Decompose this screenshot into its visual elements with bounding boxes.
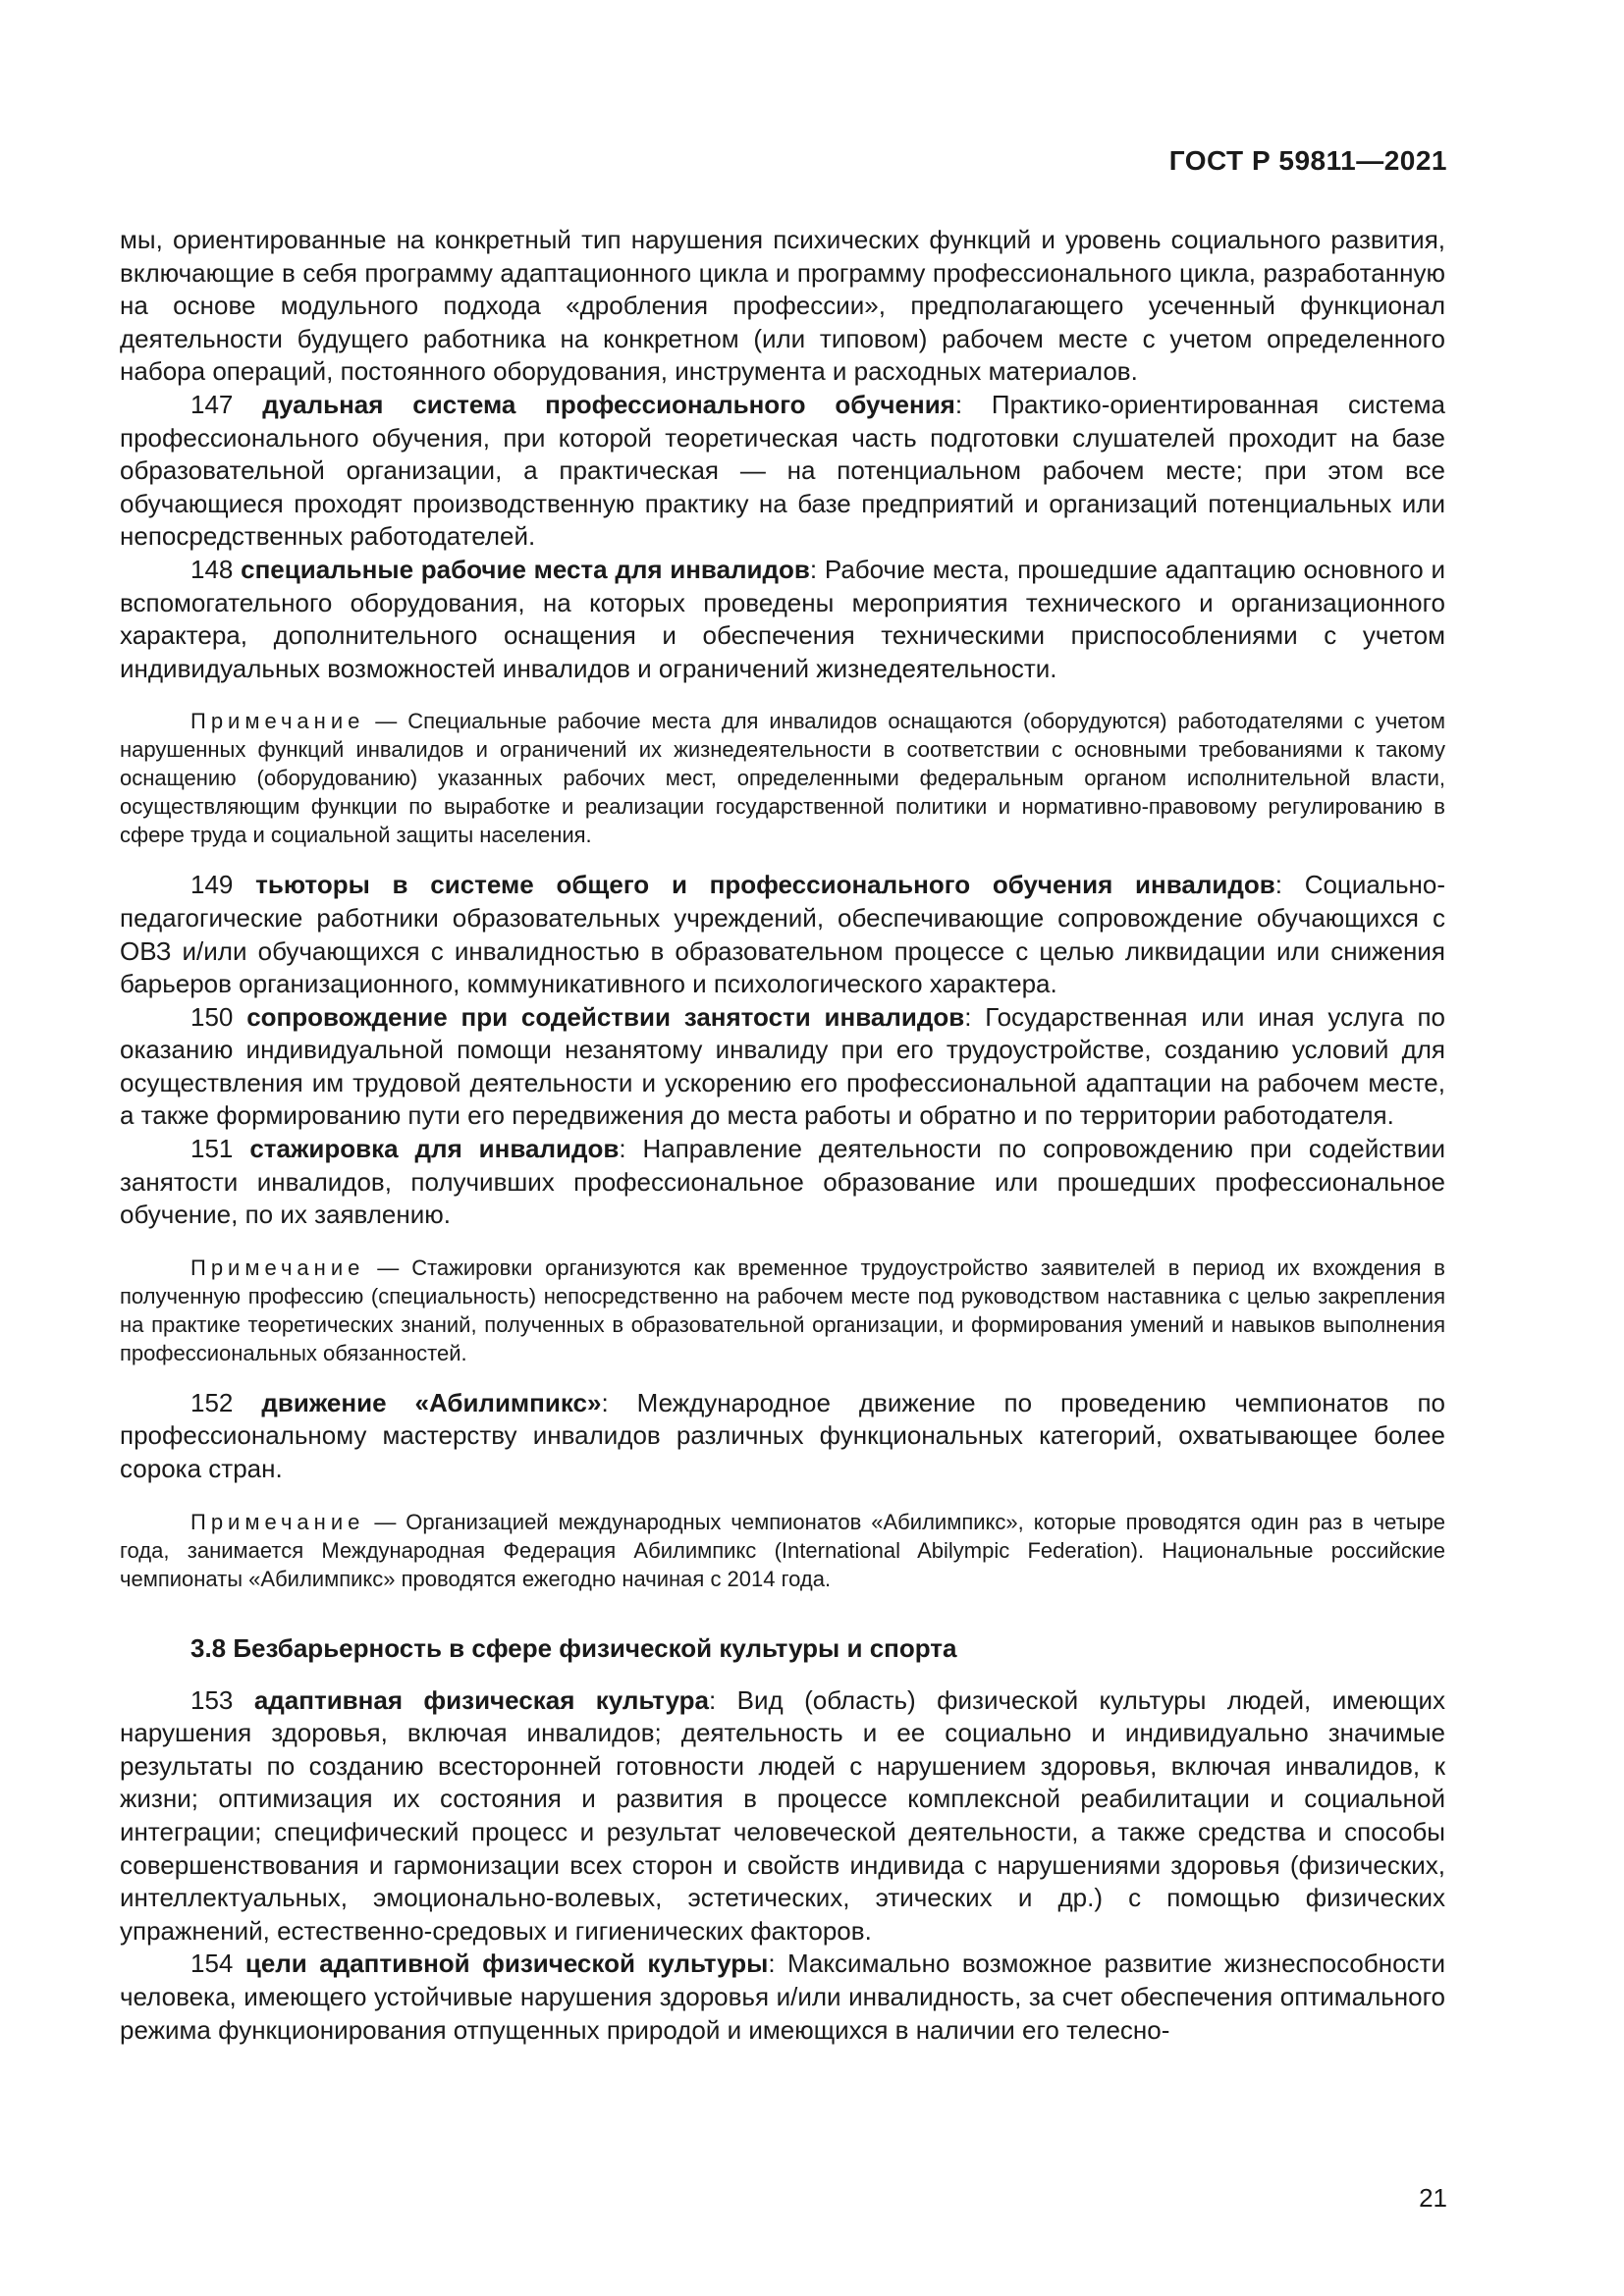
note-151 (120, 1254, 1445, 1367)
term-entry-153 (120, 1684, 1445, 1949)
note-152 (120, 1508, 1445, 1593)
note-label: Примечание (190, 1509, 365, 1534)
term-definition: : Направление деятельности по сопровождению при содействии занятости инвалидов, получивших профессиональное образование или прошедших профессиональное обучение, по их заявлению. (120, 1134, 1445, 1230)
term-entry-152 (120, 1387, 1445, 1486)
note-148 (120, 707, 1445, 849)
term-definition: : Вид (область) физической культуры людей, имеющих нарушения здоровья, включая инвалидов; деятельность и ее социально и индивидуально значимые результаты по созданию всесторонней готовности людей с нарушением здоровья, включая инвалидов, к жизни; оптимизация их состояния и развития в процессе комплексной реабилитации и социальной интеграции; специфический процесс и результат человеческой деятельности, а также средства и способы совершенствования и гармонизации всех сторон и свойств индивида с нарушениями здоровья (физических, интеллектуальных, эмоционально-волевых, эстетических, этических и др.) с помощью физических упражнений, естественно-средовых и гигиенических факторов. (120, 1684, 1445, 1946)
term-number: 153 (190, 1684, 234, 1715)
term-definition: : Социально-педагогические работники образовательных учреждений, обеспечивающие сопровождение обучающихся с ОВЗ и/или обучающихся с инвалидностью в образовательном процессе с целью ликвидации или снижения барьеров организационного, коммуникативного и психологического характера. (120, 870, 1446, 999)
term-definition: : Рабочие места, прошедшие адаптацию основного и вспомогательного оборудования, на которых проведены мероприятия технического и организационного характера, дополнительного оснащения и обеспечения техническими приспособлениями с учетом индивидуальных возможностей инвалидов и ограничений жизнедеятельности. (120, 554, 1445, 683)
term-definition: : Международное движение по проведению чемпионатов по профессиональному мастерству инвалидов различных функциональных категорий, охватывающее более сорока стран. (120, 1387, 1445, 1484)
note-text: — Стажировки организуются как временное трудоустройство заявителей в период их вхождения в полученную профессию (специальность) непосредственно на рабочем месте под руководством наставника с целью закрепления на практике теоретических знаний, полученных в образовательной организации, и формирования умений и навыков выполнения профессиональных обязанностей. (120, 1255, 1445, 1365)
note-text: — Специальные рабочие места для инвалидов оснащаются (оборудуются) работодателями с учетом нарушенных функций инвалидов и ограничений их жизнедеятельности в соответствии с основными требованиями к такому оснащению (оборудованию) указанных рабочих мест, определенными федеральным органом исполнительной власти, осуществляющим функции по выработке и реализации государственной политики и нормативно-правовому регулированию в сфере труда и социальной защиты населения. (120, 709, 1445, 848)
term-title: специальные рабочие места для инвалидов (241, 554, 810, 584)
term-definition: : Государственная или иная услуга по оказанию индивидуальной помощи незанятому инвалиду при его трудоустройстве, созданию условий для осуществления им трудовой деятельности и ускорению его профессиональной адаптации на рабочем месте, а также формированию пути его передвижения до места работы и обратно и по территории работодателя. (120, 1001, 1445, 1131)
term-entry-150 (120, 1001, 1445, 1133)
term-number: 147 (190, 389, 234, 419)
page-number: 21 (1419, 2183, 1447, 2213)
term-number: 148 (190, 554, 234, 584)
term-entry-149 (120, 869, 1445, 1000)
term-number: 151 (190, 1134, 234, 1164)
section-heading: 3.8 Безбарьерность в сфере физической культуры и спорта (190, 1632, 957, 1663)
standard-header: ГОСТ Р 59811—2021 (1168, 145, 1447, 176)
term-entry-154 (120, 1948, 1445, 2047)
term-title: адаптивная физическая культура (253, 1684, 709, 1715)
term-number: 150 (190, 1001, 234, 1032)
term-entry-147 (120, 389, 1445, 554)
term-number: 154 (190, 1949, 234, 1979)
note-label: Примечание (190, 709, 365, 734)
intro-paragraph: мы, ориентированные на конкретный тип нарушения психических функций и уровень социального развития, включающие в себя программу адаптационного цикла и программу профессионального цикла, разработанную на основе модульного подхода «дробления профессии», предполагающего усеченный функционал деятельности будущего работника на конкретном (или типовом) рабочем месте с учетом определенного набора операций, постоянного оборудования, инструмента и расходных материалов. (120, 225, 1445, 387)
term-entry-148 (120, 554, 1445, 685)
term-title: движение «Абилимпикс» (261, 1387, 602, 1417)
term-definition: : Практико-ориентированная система профессионального обучения, при которой теоретическая часть подготовки слушателей проходит на базе образовательной организации, а практическая — на потенциальном рабочем месте; при этом все обучающиеся проходят производственную практику на базе предприятий и организаций потенциальных или непосредственных работодателей. (120, 389, 1445, 552)
term-title: тьюторы в системе общего и профессионального обучения инвалидов (255, 870, 1275, 900)
note-text: — Организацией международных чемпионатов «Абилимпикс», которые проводятся один раз в четыре года, занимается Международная Федерация Абилимпикс (International Abilympic Federation). Национальные российские чемпионаты «Абилимпикс» проводятся ежегодно начиная с 2014 года. (120, 1509, 1445, 1591)
term-title: дуальная система профессионального обучения (262, 389, 955, 419)
term-definition: : Максимально возможное развитие жизнеспособности человека, имеющего устойчивые нарушения здоровья и/или инвалидность, за счет обеспечения оптимального режима функционирования отпущенных природой и имеющихся в наличии его телесно- (120, 1949, 1445, 2045)
term-title: стажировка для инвалидов (249, 1134, 620, 1164)
page-content (120, 224, 1445, 2047)
note-label: Примечание (190, 1255, 365, 1280)
term-title: сопровождение при содействии занятости инвалидов (246, 1001, 965, 1032)
term-number: 149 (190, 870, 234, 900)
term-number: 152 (190, 1387, 234, 1417)
term-title: цели адаптивной физической культуры (244, 1949, 769, 1979)
term-entry-151 (120, 1133, 1445, 1232)
